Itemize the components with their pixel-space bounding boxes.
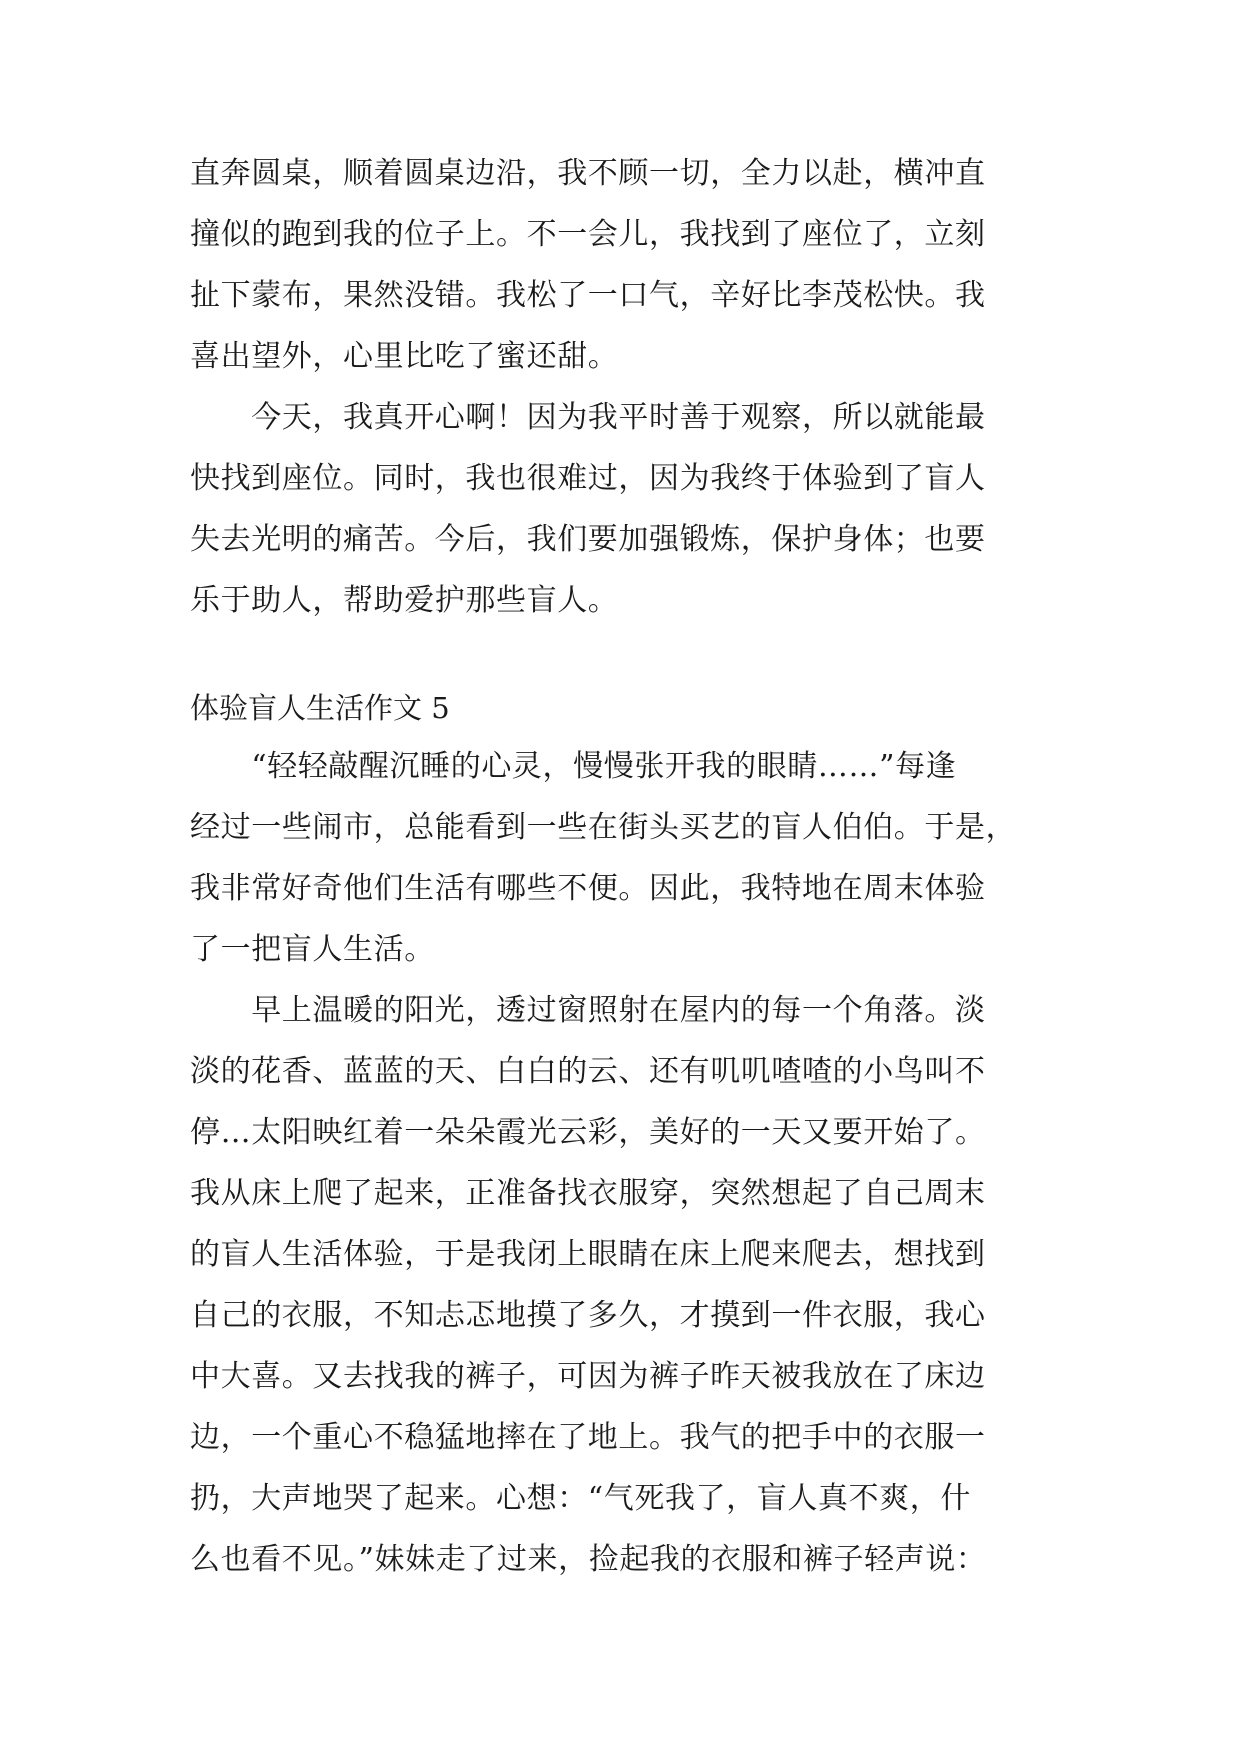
paragraph-line: 了一把盲人生活。 bbox=[190, 932, 435, 967]
paragraph-line: 我非常好奇他们生活有哪些不便。因此，我特地在周末体验 bbox=[190, 871, 986, 906]
paragraph-line: “轻轻敲醒沉睡的心灵，慢慢张开我的眼睛……”每逢 bbox=[190, 749, 957, 784]
paragraph-line: 淡的花香、蓝蓝的天、白白的云、还有叽叽喳喳的小鸟叫不 bbox=[190, 1054, 986, 1089]
paragraph-line: 今天，我真开心啊！因为我平时善于观察，所以就能最 bbox=[190, 400, 986, 435]
paragraph-line: 失去光明的痛苦。今后，我们要加强锻炼，保护身体；也要 bbox=[190, 522, 986, 557]
paragraph-line: 自己的衣服，不知忐忑地摸了多久，才摸到一件衣服，我心 bbox=[190, 1298, 986, 1333]
paragraph-line: 早上温暖的阳光，透过窗照射在屋内的每一个角落。淡 bbox=[190, 993, 986, 1028]
paragraph-line: 停…太阳映红着一朵朵霞光云彩，美好的一天又要开始了。 bbox=[190, 1115, 986, 1150]
section-title: 体验盲人生活作文 5 bbox=[190, 691, 450, 725]
paragraph-line: 快找到座位。同时，我也很难过，因为我终于体验到了盲人 bbox=[190, 461, 986, 496]
paragraph-line: 我从床上爬了起来，正准备找衣服穿，突然想起了自己周末 bbox=[190, 1176, 986, 1211]
paragraph-line: 么也看不见。”妹妹走了过来，捡起我的衣服和裤子轻声说： bbox=[190, 1542, 987, 1577]
paragraph-line: 乐于助人，帮助爱护那些盲人。 bbox=[190, 583, 619, 618]
paragraph-line: 直奔圆桌，顺着圆桌边沿，我不顾一切，全力以赴，横冲直 bbox=[190, 156, 986, 191]
paragraph-line: 撞似的跑到我的位子上。不一会儿，我找到了座位了，立刻 bbox=[190, 217, 986, 252]
paragraph-line: 边，一个重心不稳猛地摔在了地上。我气的把手中的衣服一 bbox=[190, 1420, 986, 1455]
paragraph-line: 中大喜。又去找我的裤子，可因为裤子昨天被我放在了床边 bbox=[190, 1359, 986, 1394]
paragraph-line: 经过一些闹市，总能看到一些在街头买艺的盲人伯伯。于是， bbox=[190, 810, 1017, 845]
paragraph-line: 的盲人生活体验，于是我闭上眼睛在床上爬来爬去，想找到 bbox=[190, 1237, 986, 1272]
paragraph-line: 喜出望外，心里比吃了蜜还甜。 bbox=[190, 339, 619, 374]
paragraph-line: 扔，大声地哭了起来。心想：“气死我了，盲人真不爽，什 bbox=[190, 1481, 971, 1516]
paragraph-line: 扯下蒙布，果然没错。我松了一口气，辛好比李茂松快。我 bbox=[190, 278, 986, 313]
